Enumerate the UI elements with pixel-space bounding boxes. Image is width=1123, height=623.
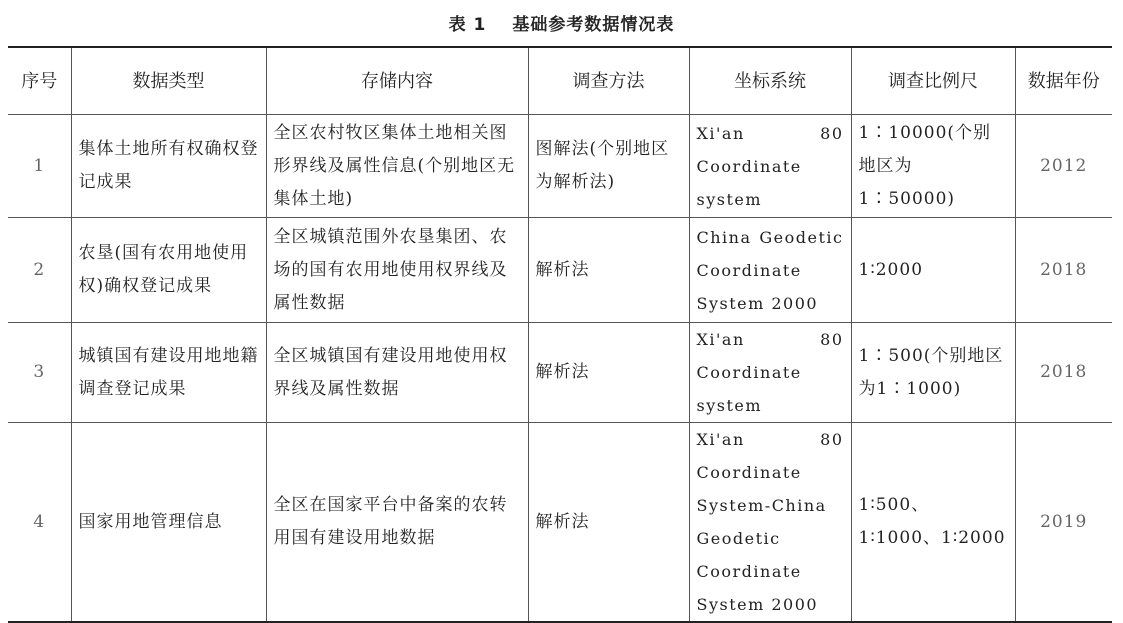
cell-no: 1 xyxy=(8,115,71,218)
header-year: 数据年份 xyxy=(1015,47,1112,115)
cell-content: 全区农村牧区集体土地相关图形界线及属性信息(个别地区无集体土地) xyxy=(266,115,528,218)
cell-content: 全区在国家平台中备案的农转用国有建设用地数据 xyxy=(266,423,528,623)
table-number: 表 1 xyxy=(448,15,487,35)
cell-coord: Xi'an 80 Coordinate System-China Geodetic Coordinate System 2000 xyxy=(689,423,851,623)
cell-coord: Xi'an 80 Coordinate system xyxy=(689,323,851,423)
cell-method: 图解法(个别地区为解析法) xyxy=(528,115,689,218)
cell-type: 城镇国有建设用地地籍调查登记成果 xyxy=(71,323,266,423)
cell-coord: Xi'an 80 Coordinate system xyxy=(689,115,851,218)
cell-type: 国家用地管理信息 xyxy=(71,423,266,623)
cell-type: 农垦(国有农用地使用权)确权登记成果 xyxy=(71,218,266,323)
table-row xyxy=(8,323,1112,423)
header-method: 调查方法 xyxy=(528,47,689,115)
table-caption xyxy=(0,10,1123,35)
header-type: 数据类型 xyxy=(71,47,266,115)
cell-method: 解析法 xyxy=(528,423,689,623)
table-row xyxy=(8,115,1112,218)
cell-method: 解析法 xyxy=(528,323,689,423)
cell-scale: 1∶500、1∶1000、1∶2000 xyxy=(851,423,1015,623)
header-content: 存储内容 xyxy=(266,47,528,115)
cell-type: 集体土地所有权确权登记成果 xyxy=(71,115,266,218)
table-row xyxy=(8,218,1112,323)
header-no: 序号 xyxy=(8,47,71,115)
cell-year: 2018 xyxy=(1015,218,1112,323)
cell-year: 2019 xyxy=(1015,423,1112,623)
cell-scale: 1∶10000(个别地区为1∶50000) xyxy=(851,115,1015,218)
cell-content: 全区城镇国有建设用地使用权界线及属性数据 xyxy=(266,323,528,423)
table-row xyxy=(8,423,1112,623)
cell-year: 2018 xyxy=(1015,323,1112,423)
cell-scale: 1∶2000 xyxy=(851,218,1015,323)
cell-no: 2 xyxy=(8,218,71,323)
cell-scale: 1∶500(个别地区为1∶1000) xyxy=(851,323,1015,423)
cell-no: 3 xyxy=(8,323,71,423)
cell-method: 解析法 xyxy=(528,218,689,323)
header-row xyxy=(8,47,1112,115)
header-scale: 调查比例尺 xyxy=(851,47,1015,115)
cell-coord: China Geodetic Coordinate System 2000 xyxy=(689,218,851,323)
cell-content: 全区城镇范围外农垦集团、农场的国有农用地使用权界线及属性数据 xyxy=(266,218,528,323)
table-title: 基础参考数据情况表 xyxy=(512,15,675,35)
cell-no: 4 xyxy=(33,511,46,532)
header-coord: 坐标系统 xyxy=(689,47,851,115)
reference-data-table xyxy=(8,46,1112,623)
cell-year: 2012 xyxy=(1015,115,1112,218)
